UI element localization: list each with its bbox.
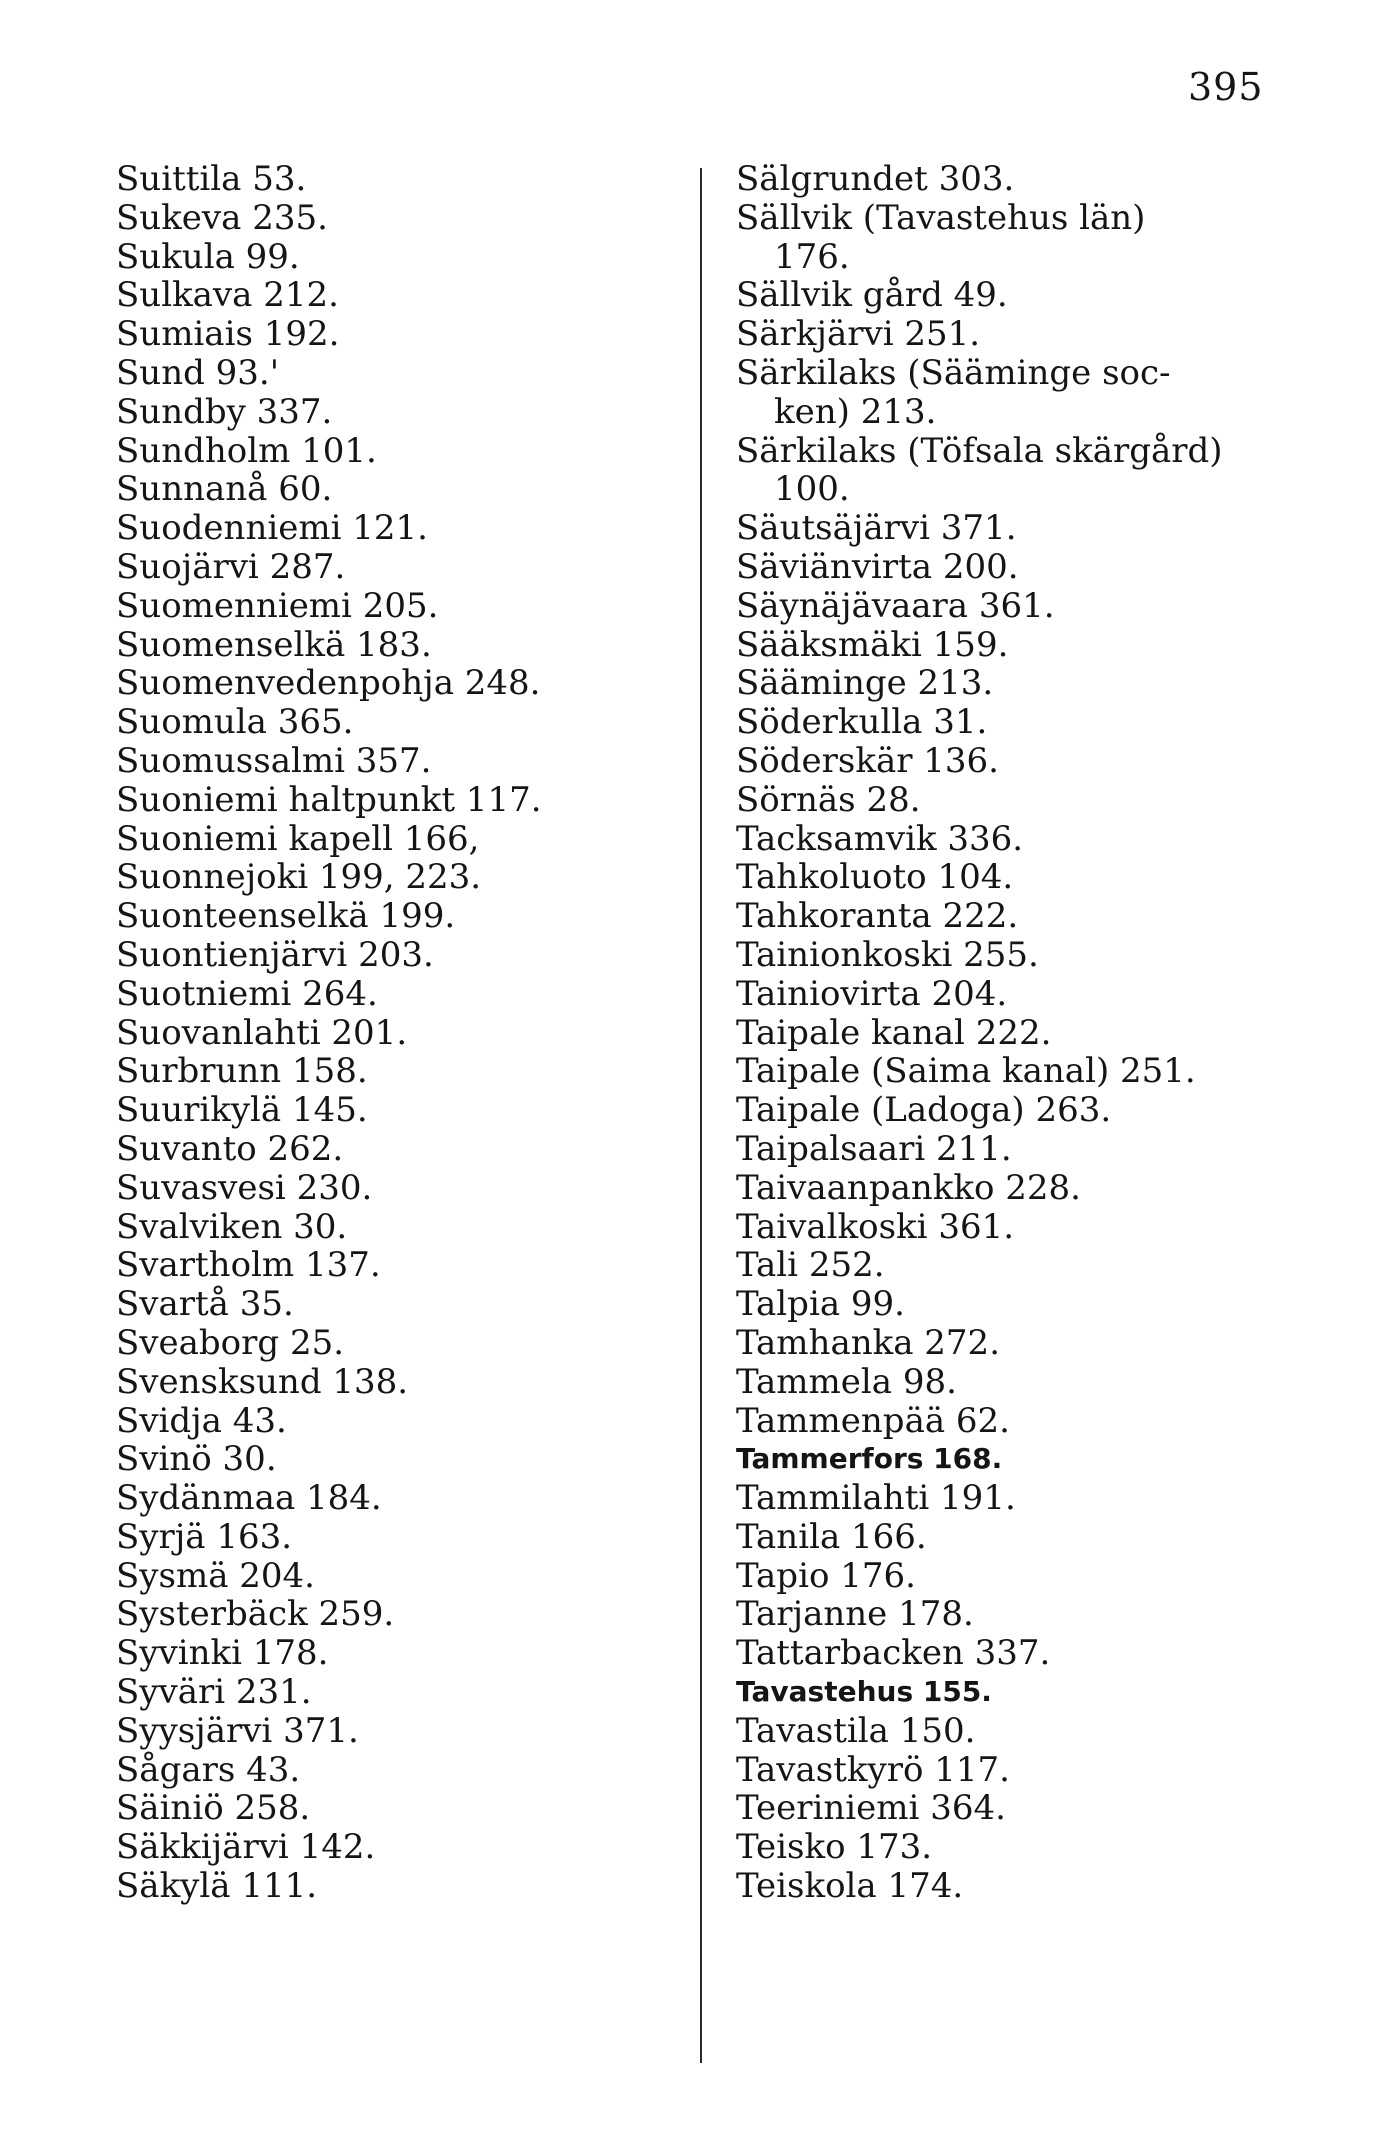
index-entry: Surbrunn 158.: [116, 1051, 368, 1092]
index-entry: Tacksamvik 336.: [736, 818, 1024, 859]
index-entry: Sulkava 212.: [116, 275, 339, 316]
index-entry: Tammenpää 62.: [736, 1400, 1010, 1441]
index-entry: Suomenvedenpohja 248.: [116, 663, 541, 704]
index-entry: Taipale (Ladoga) 263.: [736, 1090, 1112, 1131]
index-entry: Säiniö 258.: [116, 1788, 311, 1829]
index-entry: Tahkoluoto 104.: [736, 857, 1014, 898]
index-entry: Säutsäjärvi 371.: [736, 508, 1017, 549]
index-entry: Särkilaks (Sääminge soc-: [736, 352, 1171, 393]
index-entry: Sundholm 101.: [116, 430, 377, 471]
index-entry: Syvinki 178.: [116, 1633, 329, 1674]
index-entry: Taivalkoski 361.: [736, 1206, 1015, 1247]
index-entry: Suonnejoki 199, 223.: [116, 857, 482, 898]
index-entry: Tavastila 150.: [736, 1710, 976, 1751]
index-entry: Sälgrundet 303.: [736, 159, 1015, 199]
index-entry: Säkylä 111.: [116, 1866, 318, 1907]
index-entry: Taipalsaari 211.: [736, 1128, 1012, 1169]
index-entry: Tarjanne 178.: [736, 1594, 974, 1635]
page-number: 395: [1188, 65, 1264, 109]
index-entry: Tavastkyrö 117.: [736, 1749, 1010, 1790]
index-entry: Svartholm 137.: [116, 1245, 381, 1286]
index-entry: Suovanlahti 201.: [116, 1012, 408, 1053]
index-entry: Tahkoranta 222.: [736, 896, 1019, 937]
index-entry: Suontienjärvi 203.: [116, 934, 434, 975]
index-entry: Syväri 231.: [116, 1672, 312, 1713]
index-entry: Tanila 166.: [736, 1516, 927, 1557]
index-entry: Sörnäs 28.: [736, 779, 921, 820]
index-entry: Svinö 30.: [116, 1439, 277, 1480]
index-entry: Suurikylä 145.: [116, 1090, 368, 1131]
index-entry: Sysmä 204.: [116, 1555, 315, 1596]
index-entry: Sumiais 192.: [116, 314, 340, 355]
index-entry: Svidja 43.: [116, 1400, 287, 1441]
index-entry: Suvasvesi 230.: [116, 1167, 373, 1208]
index-entry: Svalviken 30.: [116, 1206, 348, 1247]
index-entry: Tammela 98.: [736, 1361, 957, 1402]
index-entry: Sveaborg 25.: [116, 1322, 345, 1363]
index-entry: Tammilahti 191.: [736, 1478, 1016, 1519]
index-entry: Säynäjävaara 361.: [736, 585, 1055, 626]
index-entry: Säviänvirta 200.: [736, 546, 1019, 587]
index-entry: Tamhanka 272.: [736, 1322, 1000, 1363]
index-entry: Svartå 35.: [116, 1284, 294, 1325]
index-entry: Sukula 99.: [116, 236, 300, 277]
index-entry: Sukeva 235.: [116, 197, 328, 238]
index-entry: Systerbäck 259.: [116, 1594, 395, 1635]
index-entry: Tali 252.: [736, 1245, 885, 1286]
index-entry: Söderkulla 31.: [736, 702, 988, 743]
index-entry: Taivaanpankko 228.: [736, 1167, 1081, 1208]
index-entry: Tapio 176.: [736, 1555, 916, 1596]
index-entry: Suomula 365.: [116, 702, 354, 743]
index-entry: Söderskär 136.: [736, 740, 999, 781]
index-entry: Suittila 53.: [116, 159, 307, 199]
index-entry: Suoniemi haltpunkt 117.: [116, 779, 542, 820]
index-entry: Taipale kanal 222.: [736, 1012, 1052, 1053]
index-entry: Säkkijärvi 142.: [116, 1827, 376, 1868]
index-entry: Suomenselkä 183.: [116, 624, 432, 665]
index-entry: Teeriniemi 364.: [736, 1788, 1006, 1829]
index-entry: Svensksund 138.: [116, 1361, 409, 1402]
index-entry: Sääminge 213.: [736, 663, 994, 704]
index-entry-continuation: ken) 213.: [774, 391, 937, 432]
index-entry: Särkjärvi 251.: [736, 314, 981, 355]
index-entry: Sällvik gård 49.: [736, 275, 1008, 316]
index-entry: Suonteenselkä 199.: [116, 896, 456, 937]
index-entry: Taipale (Saima kanal) 251.: [736, 1051, 1196, 1092]
index-entry: Suoniemi kapell 166,: [116, 818, 480, 859]
index-entry-continuation: 176.: [774, 236, 850, 277]
index-entry: Teisko 173.: [736, 1827, 933, 1868]
index-entry: Sågars 43.: [116, 1749, 301, 1790]
index-entry: Sunnanå 60.: [116, 469, 333, 510]
index-entry: Tattarbacken 337.: [736, 1633, 1051, 1674]
index-entry: Syysjärvi 371.: [116, 1710, 359, 1751]
index-entry: Sällvik (Tavastehus län): [736, 197, 1146, 238]
index-entry: Teiskola 174.: [736, 1866, 964, 1907]
index-entry: Suodenniemi 121.: [116, 508, 428, 549]
index-entry: Syrjä 163.: [116, 1516, 293, 1557]
index-entry: Suomussalmi 357.: [116, 740, 432, 781]
index-entry: Suvanto 262.: [116, 1128, 344, 1169]
index-entry-bold: Tavastehus 155.: [736, 1675, 992, 1709]
index-entry: Sund 93.': [116, 352, 280, 393]
index-entry: Talpia 99.: [736, 1284, 905, 1325]
index-column-right: [736, 160, 1326, 1906]
index-entry-bold: Tammerfors 168.: [736, 1442, 1003, 1476]
index-entry: Särkilaks (Töfsala skärgård): [736, 430, 1223, 471]
index-entry-continuation: 100.: [774, 469, 850, 510]
index-entry: Tainiovirta 204.: [736, 973, 1008, 1014]
index-entry: Sydänmaa 184.: [116, 1478, 382, 1519]
index-entry: Suomenniemi 205.: [116, 585, 439, 626]
index-entry: Suojärvi 287.: [116, 546, 346, 587]
index-entry: Sundby 337.: [116, 391, 333, 432]
column-divider: [700, 168, 702, 2063]
index-entry: Sääksmäki 159.: [736, 624, 1009, 665]
index-entry: Tainionkoski 255.: [736, 934, 1039, 975]
index-column-left: [116, 160, 676, 1906]
index-entry: Suotniemi 264.: [116, 973, 378, 1014]
